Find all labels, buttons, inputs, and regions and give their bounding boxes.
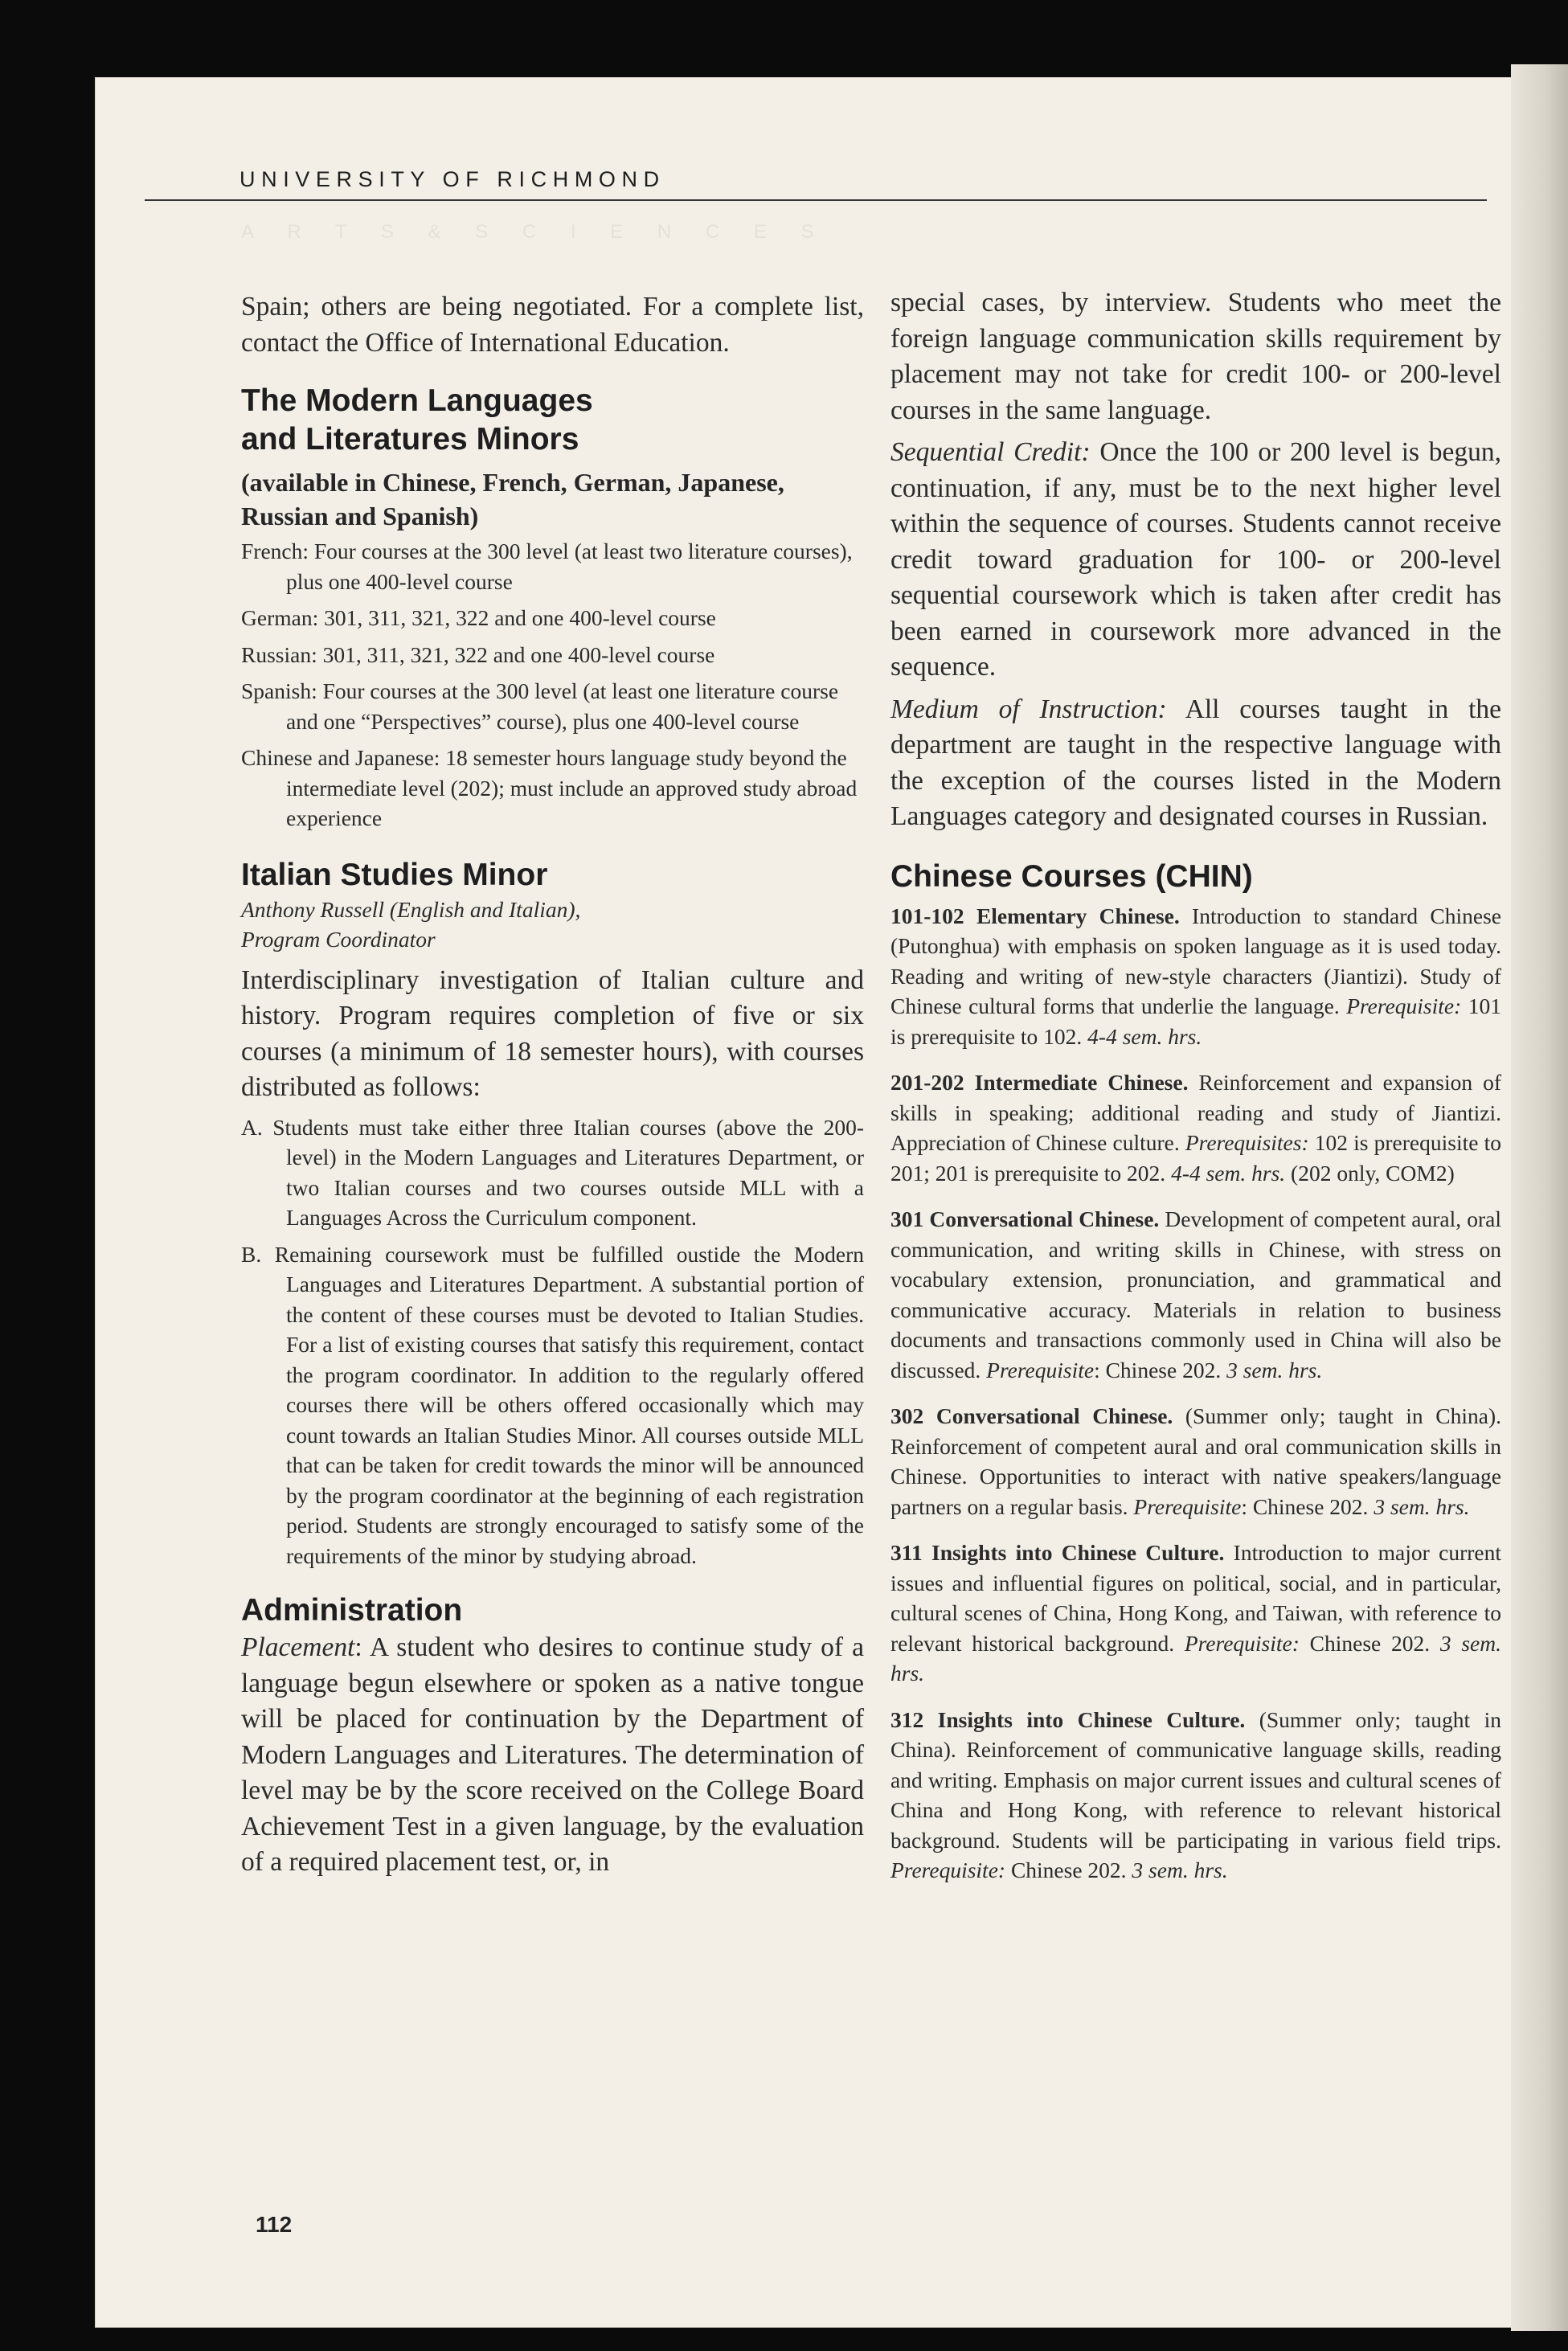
medium-label: Medium of Instruction: (890, 694, 1167, 724)
medium-text: All courses taught in the department are taught in the respective language with the exception of the courses listed in the Modern Languages category and designated courses in Russian. (890, 694, 1501, 831)
left-column (241, 289, 864, 1881)
administration-heading: Administration (241, 1593, 463, 1628)
course-hours: 4-4 sem. hrs. (1171, 1160, 1286, 1186)
course-entry (890, 1204, 1501, 1385)
course-hours: 3 sem. hrs. (890, 1630, 1501, 1685)
italian-requirement-b: B. Remaining coursework must be fulfilled oustide the Modern Languages and Literatures Department. A substantial portion of the content of these courses must be devoted to Italian Studies. For a list of existing courses that satisfy this requirement, contact the program coordinator. In addition to the regularly offered courses there will be others offered occasionally which may count towards an Italian Studies Minor. All courses outside MLL that can be taken for credit towards the minor will be announced by the program coordinator at the beginning of each registration period. Students are strongly encouraged to satisfy some of the requirements of the minor by studying abroad. (241, 1241, 864, 1568)
course-entry (890, 1401, 1501, 1522)
placement-text: : A student who desires to continue study of a language begun elsewhere or spoken as a native tongue will be placed for continuation by the Department of Modern Languages and Literatures. The determination of level may be by the score received on the College Board Achievement Test in a given language, by the evaluation of a required placement test, or, in (241, 1632, 864, 1877)
course-prereq: : Chinese 202. (1241, 1493, 1374, 1519)
course-prereq: 101 is prerequisite to 102. (890, 993, 1501, 1049)
placement-label: Placement (241, 1632, 355, 1662)
course-description: Reinforcement and expansion of skills in speaking; additional reading and study of Jiantizi. Appreciation of Chinese culture. (890, 1070, 1501, 1155)
course-title: 312 Insights into Chinese Culture. (890, 1706, 1246, 1732)
minors-subheading: (available in Chinese, French, German, Japanese, Russian and Spanish) (241, 468, 784, 530)
course-prereq: Chinese 202. (1005, 1857, 1132, 1882)
course-hours: 4-4 sem. hrs. (1087, 1023, 1202, 1049)
course-prereq: : Chinese 202. (1094, 1357, 1227, 1382)
course-title: 101-102 Elementary Chinese. (890, 903, 1180, 928)
course-description: Introduction to major current issues and influential figures on political, social, and in particular, cultural scenes of China, Hong Kong, and Taiwan, with reference to relevant historical background. (890, 1540, 1501, 1656)
course-entry (890, 901, 1501, 1052)
course-description: (Summer only; taught in China). Reinforcement of competent aural and oral communication skills in Chinese. Opportunities to interact with native speakers/language partners on a regular basis. (890, 1403, 1501, 1519)
minors-heading-line2: and Literatures Minors (241, 422, 579, 457)
minor-item-chinese-japanese: Chinese and Japanese: 18 semester hours language study beyond the intermediate level (202); must include an approved study abroad experience (241, 745, 858, 830)
minor-item-german: German: 301, 311, 321, 322 and one 400-level course (241, 605, 716, 630)
course-description: Development of competent aural, oral communication, and writing skills in Chinese, with stress on vocabulary extension, pronunciation, and grammatical and communicative accuracy. Materials in relation to business documents and transactions commonly used in China will also be discussed. (890, 1206, 1502, 1382)
chinese-courses-heading: Chinese Courses (CHIN) (890, 858, 1253, 894)
medium-paragraph (890, 692, 1501, 835)
page-edge (1511, 64, 1568, 2331)
course-prereq-label: Prerequisites: (1185, 1130, 1309, 1155)
italian-requirement-a: A. Students must take either three Italian courses (above the 200-level) in the Modern Languages and Literatures Department, or two Italian courses and two courses outside MLL with a Languages Across the Curriculum component. (241, 1114, 864, 1230)
course-description: (Summer only; taught in China). Reinforcement of communicative language skills, reading and writing. Emphasis on major current issues and cultural scenes of China and Hong Kong, with reference to relevant historical background. Students will be participating in various field trips. (890, 1706, 1501, 1853)
course-entry (890, 1538, 1501, 1689)
sequential-text: Once the 100 or 200 level is begun, continuation, if any, must be to the next higher level within the sequence of courses. Students cannot receive credit toward graduation for 100- or 200-level sequential coursework which is taken after credit has been earned in coursework more advanced in the sequence. (890, 437, 1502, 682)
intro-paragraph: Spain; others are being negotiated. For a complete list, contact the Office of International Education. (241, 292, 864, 358)
sequential-credit-paragraph (890, 435, 1501, 686)
page-number: 112 (256, 2212, 293, 2237)
continued-paragraph: special cases, by interview. Students who meet the foreign language communication skills requirement by placement may not take for credit 100- or 200-level courses in the same language. (890, 288, 1501, 425)
course-hours: 3 sem. hrs. (1374, 1493, 1470, 1519)
course-prereq-label: Prerequisite (1133, 1493, 1242, 1519)
running-header (145, 167, 1487, 201)
course-hours: 3 sem. hrs. (1226, 1357, 1323, 1382)
course-hours: 3 sem. hrs. (1132, 1857, 1228, 1882)
course-prereq-label: Prerequisite (986, 1357, 1095, 1382)
italian-description: Interdisciplinary investigation of Italian culture and history. Program requires completion of five or six courses (a minimum of 18 semester hours), with courses distributed as follows: (241, 965, 864, 1102)
course-entry (890, 1705, 1501, 1886)
sequential-label: Sequential Credit: (890, 437, 1091, 467)
minor-item-spanish: Spanish: Four courses at the 300 level (at least one literature course and one “Perspectives” course), plus one 400-level course (241, 678, 839, 734)
minors-heading-line1: The Modern Languages (241, 383, 593, 418)
course-prereq: Chinese 202. (1299, 1630, 1440, 1656)
show-through-text: A R T S & S C I E N C E S (241, 221, 829, 243)
minor-item-french: French: Four courses at the 300 level (at least two literature courses), plus one 400-level course (241, 539, 853, 594)
course-prereq-label: Prerequisite: (1346, 993, 1462, 1018)
course-title: 311 Insights into Chinese Culture. (890, 1540, 1225, 1565)
minor-item-russian: Russian: 301, 311, 321, 322 and one 400-level course (241, 641, 715, 667)
italian-coordinator-line2: Program Coordinator (241, 927, 436, 952)
course-title: 201-202 Intermediate Chinese. (890, 1070, 1189, 1095)
course-title: 301 Conversational Chinese. (890, 1206, 1160, 1231)
header-title: UNIVERSITY OF RICHMOND (239, 167, 665, 191)
course-description: Introduction to standard Chinese (Putonghua) with emphasis on spoken language as it is used today. Reading and writing of new-style characters (Jiantizi). Study of Chinese cultural forms that underlie the language. (890, 903, 1501, 1018)
course-title: 302 Conversational Chinese. (890, 1403, 1173, 1428)
course-entry (890, 1067, 1501, 1188)
italian-heading: Italian Studies Minor (241, 857, 548, 892)
right-column (890, 285, 1501, 1886)
course-prereq: 102 is prerequisite to 201; 201 is prerequisite to 202. (890, 1130, 1501, 1186)
course-prereq-label: Prerequisite: (890, 1857, 1006, 1882)
course-extra: (202 only, COM2) (1285, 1160, 1455, 1186)
course-prereq-label: Prerequisite: (1184, 1630, 1300, 1656)
italian-coordinator-line1: Anthony Russell (English and Italian), (241, 896, 581, 922)
placement-paragraph (241, 1630, 864, 1881)
